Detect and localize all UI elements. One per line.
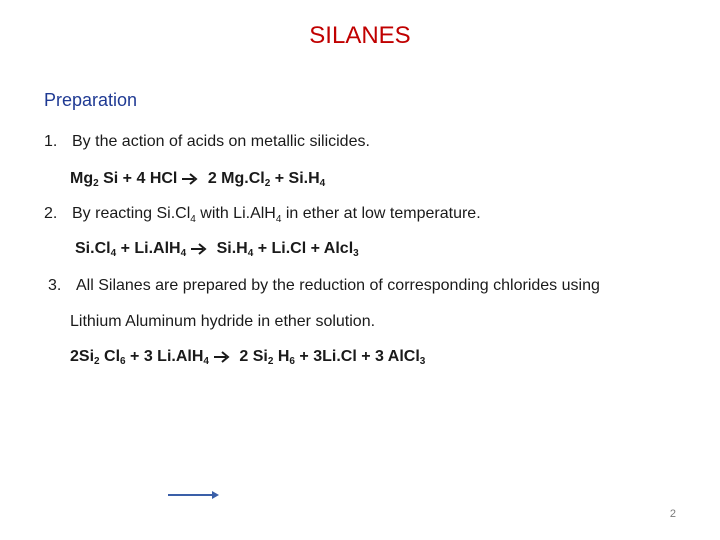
list-text: All Silanes are prepared by the reduction of corresponding chlorides using (76, 277, 600, 294)
eq-term: Cl (99, 348, 121, 365)
eq-subscript: 2 (94, 356, 100, 367)
eq-term: Si.Cl (75, 240, 111, 257)
eq-term: Si.H (212, 240, 248, 257)
equation-2 (75, 240, 359, 258)
eq-subscript: 4 (319, 178, 326, 189)
eq-term: 2 Si (234, 348, 268, 365)
list-item-1 (44, 133, 370, 151)
list-text: By reacting Si.Cl (72, 205, 191, 222)
section-heading: Preparation (44, 90, 138, 110)
eq-subscript: 4 (247, 248, 254, 259)
reaction-arrow-icon (181, 170, 199, 188)
equation-3 (70, 348, 425, 366)
eq-subscript: 6 (120, 356, 126, 367)
eq-subscript: 2 (93, 178, 99, 189)
slide-title: SILANES (309, 22, 411, 49)
eq-term: + Li.Cl + Alcl (253, 240, 354, 257)
eq-term: 2 Mg.Cl (203, 170, 265, 187)
eq-subscript: 4 (110, 248, 117, 259)
eq-term: 2Si (70, 348, 95, 365)
eq-subscript: 6 (289, 356, 295, 367)
reaction-arrow-icon (190, 240, 208, 258)
list-subscript: 4 (275, 214, 282, 226)
eq-subscript: 4 (203, 356, 209, 367)
list-item-3 (48, 277, 600, 295)
list-number: 1. (44, 133, 58, 150)
eq-subscript: 2 (264, 178, 271, 189)
reaction-arrow-icon (213, 348, 231, 366)
page-number: 2 (669, 508, 676, 520)
list-item-3-continuation (70, 313, 375, 331)
list-text: By the action of acids on metallic silicides. (72, 133, 370, 150)
eq-subscript: 4 (180, 248, 187, 259)
eq-subscript: 3 (419, 356, 426, 367)
list-text: with Li.AlH (195, 205, 276, 222)
eq-term: Si + 4 HCl (98, 170, 178, 187)
list-text: Lithium Aluminum hydride in ether solution. (70, 313, 376, 330)
eq-subscript: 3 (353, 248, 359, 259)
eq-term: H (273, 348, 290, 365)
connector-arrow-icon (168, 487, 220, 505)
equation-1 (70, 170, 325, 188)
eq-subscript: 2 (267, 356, 274, 367)
eq-term: + Si.H (270, 170, 320, 187)
list-text: in ether at low temperature. (281, 205, 481, 222)
list-number: 2. (44, 205, 58, 222)
list-subscript: 4 (190, 214, 196, 226)
eq-term: + 3Li.Cl + 3 AlCl (294, 348, 420, 365)
list-number: 3. (48, 277, 62, 294)
eq-term: Mg (70, 170, 94, 187)
eq-term: + 3 Li.AlH (125, 348, 204, 365)
eq-term: + Li.AlH (116, 240, 181, 257)
list-item-2 (44, 205, 481, 225)
